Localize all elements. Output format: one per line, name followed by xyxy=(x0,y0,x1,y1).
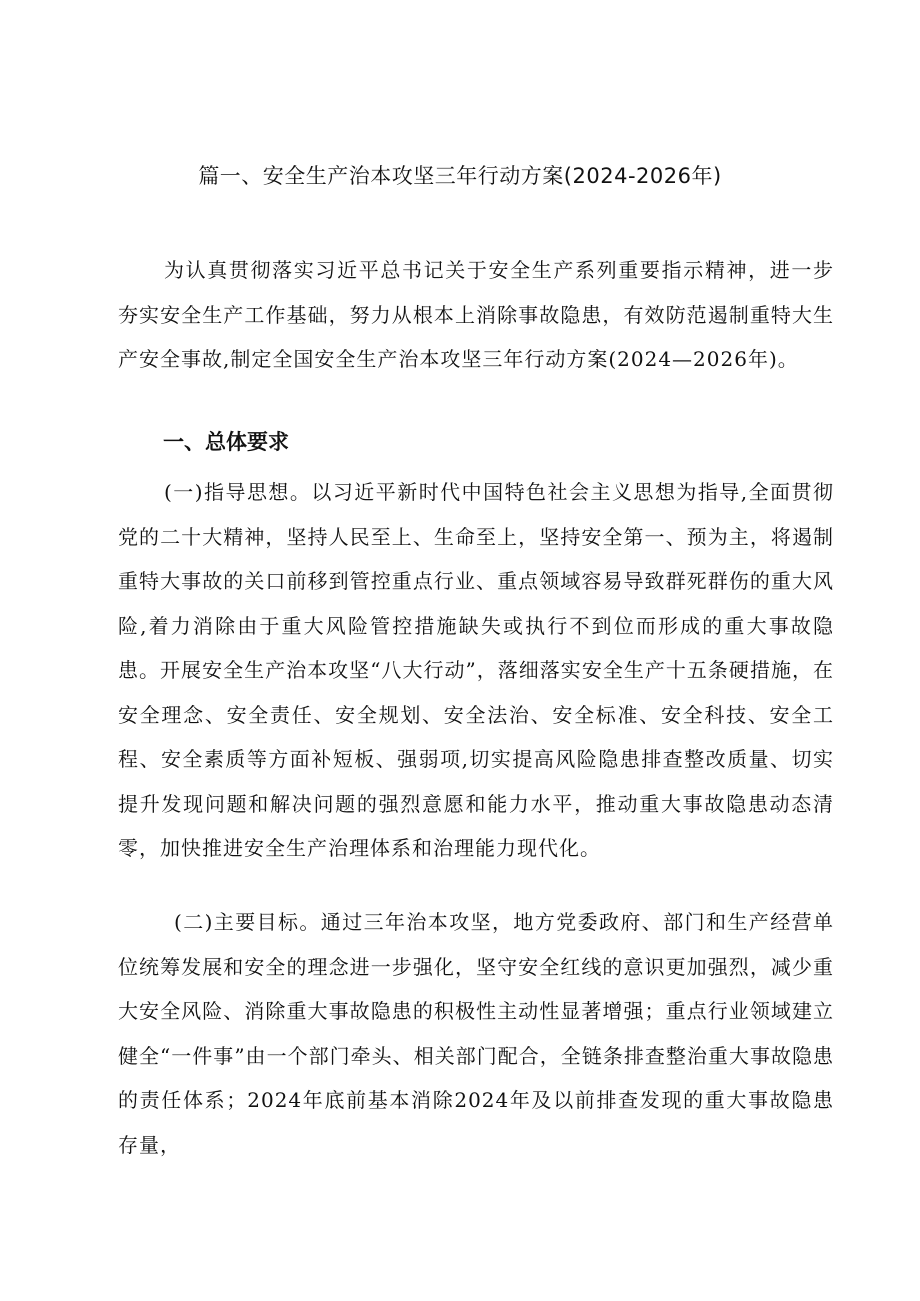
document-title: 篇一、安全生产治本攻坚三年行动方案(2024-2026年) xyxy=(198,164,722,188)
intro-paragraph: 为认真贯彻落实习近平总书记关于安全生产系列重要指示精神，进一步夯实安全生产工作基础，努力从根本上消除事故隐患，有效防范遏制重特大生产安全事故,制定全国安全生产治本攻坚三年行动方案(2024—2026年)。 xyxy=(118,258,834,371)
guiding-thought-paragraph: (一)指导思想。以习近平新时代中国特色社会主义思想为指导,全面贯彻党的二十大精神，坚持人民至上、生命至上，坚持安全第一、预为主，将遏制重特大事故的关口前移到管控重点行业、重点领域容易导致群死群伤的重大风险,着力消除由于重大风险管控措施缺失或执行不到位而形成的重大事故隐患。开展安全生产治本攻坚“八大行动”，落细落实安全生产十五条硬措施，在安全理念、安全责任、安全规划、安全法治、安全标准、安全科技、安全工程、安全素质等方面补短板、强弱项,切实提高风险隐患排查整改质量、切实提升发现问题和解决问题的强烈意愿和能力水平，推动重大事故隐患动态清零，加快推进安全生产治理体系和治理能力现代化。 xyxy=(118,480,834,860)
main-goals-paragraph: (二)主要目标。通过三年治本攻坚，地方党委政府、部门和生产经营单位统筹发展和安全的理念进一步强化，坚守安全红线的意识更加强烈，减少重大安全风险、消除重大事故隐患的积极性主动性显著增强；重点行业领域建立健全“一件事”由一个部门牵头、相关部门配合，全链条排查整治重大事故隐患的责任体系；2024年底前基本消除2024年及以前排查发现的重大事故隐患存量， xyxy=(118,910,834,1157)
section-heading: 一、总体要求 xyxy=(163,430,289,454)
